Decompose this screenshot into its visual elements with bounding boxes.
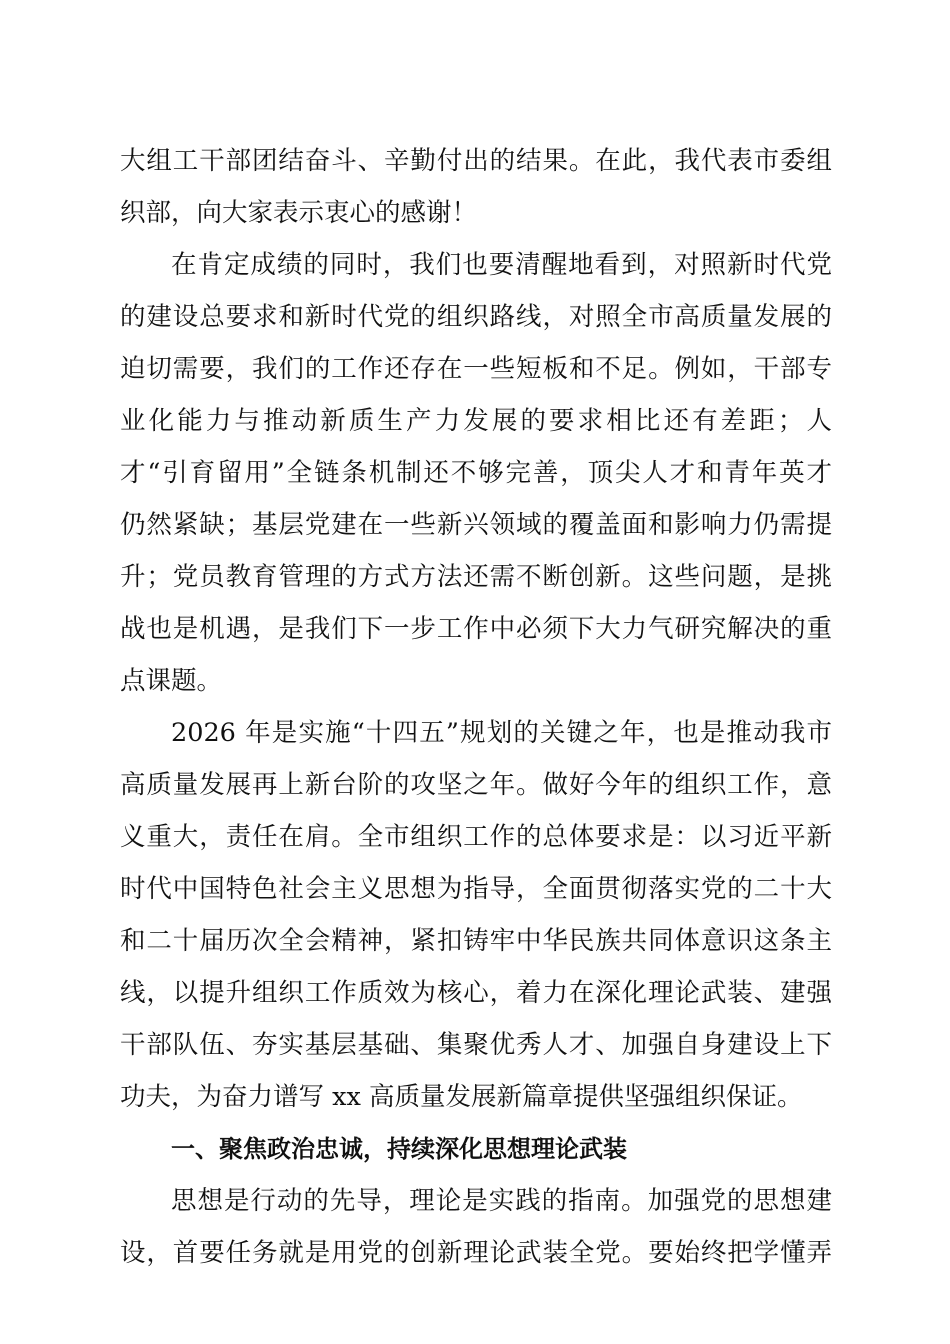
text-line: 和二十届历次全会精神，紧扣铸牢中华民族共同体意识这条主 <box>120 926 832 956</box>
text-line: 仍然紧缺；基层党建在一些新兴领域的覆盖面和影响力仍需提 <box>120 510 832 540</box>
text-line: 大组工干部团结奋斗、辛勤付出的结果。在此，我代表市委组 <box>120 146 832 176</box>
text-line: 织部，向大家表示衷心的感谢！ <box>120 198 478 228</box>
paragraph-first-line: 2026 年是实施“十四五”规划的关键之年，也是推动我市 <box>171 718 832 748</box>
paragraph-first-line: 思想是行动的先导，理论是实践的指南。加强党的思想建 <box>171 1186 832 1216</box>
text-line: 的建设总要求和新时代党的组织路线，对照全市高质量发展的 <box>120 302 832 332</box>
text-line: 迫切需要，我们的工作还存在一些短板和不足。例如，干部专 <box>120 354 832 384</box>
text-line: 点课题。 <box>120 666 223 696</box>
text-line: 功夫，为奋力谱写 xx 高质量发展新篇章提供坚强组织保证。 <box>120 1082 803 1112</box>
text-line: 高质量发展再上新台阶的攻坚之年。做好今年的组织工作，意 <box>120 770 832 800</box>
text-line: 升；党员教育管理的方式方法还需不断创新。这些问题，是挑 <box>120 562 832 592</box>
text-line: 业化能力与推动新质生产力发展的要求相比还有差距；人 <box>120 406 832 436</box>
section-heading: 一、聚焦政治忠诚，持续深化思想理论武装 <box>171 1135 627 1163</box>
text-line: 才“引育留用”全链条机制还不够完善，顶尖人才和青年英才 <box>120 458 832 488</box>
paragraph-first-line: 在肯定成绩的同时，我们也要清醒地看到，对照新时代党 <box>171 250 832 280</box>
text-line: 时代中国特色社会主义思想为指导，全面贯彻落实党的二十大 <box>120 874 832 904</box>
text-line: 干部队伍、夯实基层基础、集聚优秀人才、加强自身建设上下 <box>120 1030 832 1060</box>
text-line: 义重大，责任在肩。全市组织工作的总体要求是：以习近平新 <box>120 822 832 852</box>
text-line: 设，首要任务就是用党的创新理论武装全党。要始终把学懂弄 <box>120 1238 832 1268</box>
text-line: 战也是机遇，是我们下一步工作中必须下大力气研究解决的重 <box>120 614 832 644</box>
text-line: 线，以提升组织工作质效为核心，着力在深化理论武装、建强 <box>120 978 832 1008</box>
